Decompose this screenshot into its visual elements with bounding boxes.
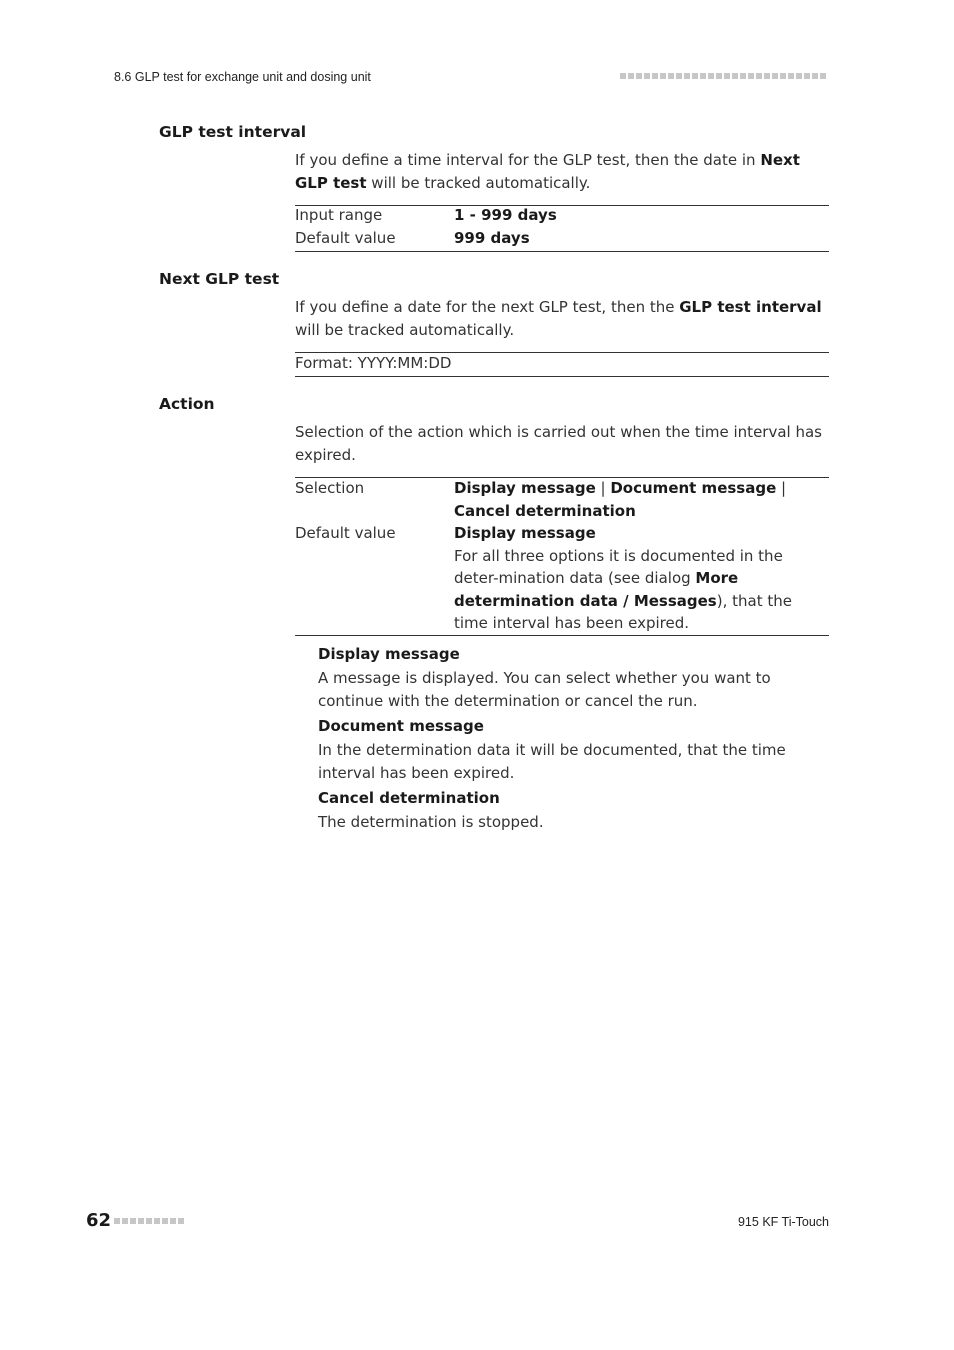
input-range-label: Input range (295, 206, 383, 224)
decorative-square (652, 73, 658, 79)
decorative-square (804, 73, 810, 79)
option-document-message-description: In the determination data it will be documented, that the time interval has been expired. (318, 741, 786, 782)
decorative-square (724, 73, 730, 79)
table-rule (295, 635, 829, 636)
decorative-square (130, 1218, 136, 1224)
decorative-square (628, 73, 634, 79)
option-cancel-determination-description: The determination is stopped. (318, 813, 544, 831)
decorative-square (764, 73, 770, 79)
decorative-square (708, 73, 714, 79)
decorative-square (820, 73, 826, 79)
decorative-square (716, 73, 722, 79)
decorative-square (812, 73, 818, 79)
decorative-square (660, 73, 666, 79)
footer-dot-bar (114, 1218, 184, 1224)
action-heading: Action (159, 395, 215, 413)
decorative-square (700, 73, 706, 79)
table-rule (295, 376, 829, 377)
decorative-square (154, 1218, 160, 1224)
action-default-value: Display message For all three options it is documented in the deter-mination data (see dialog More determination data / Messages), that the time interval has been expired. (454, 524, 792, 632)
decorative-square (676, 73, 682, 79)
decorative-square (668, 73, 674, 79)
selection-options: Display message | Document message | Cancel determination (454, 479, 787, 520)
default-value-value: 999 days (454, 229, 530, 247)
decorative-square (780, 73, 786, 79)
decorative-square (644, 73, 650, 79)
next-glp-test-heading: Next GLP test (159, 270, 280, 288)
option-cancel-determination-title: Cancel determination (318, 789, 500, 807)
decorative-square (756, 73, 762, 79)
decorative-square (178, 1218, 184, 1224)
decorative-square (692, 73, 698, 79)
decorative-square (772, 73, 778, 79)
decorative-square (636, 73, 642, 79)
decorative-square (162, 1218, 168, 1224)
action-description: Selection of the action which is carried out when the time interval has expired. (295, 423, 822, 464)
decorative-square (788, 73, 794, 79)
decorative-square (732, 73, 738, 79)
running-header: 8.6 GLP test for exchange unit and dosing unit (114, 70, 371, 84)
selection-label: Selection (295, 479, 365, 497)
default-value-label: Default value (295, 229, 396, 247)
decorative-square (620, 73, 626, 79)
table-rule (295, 251, 829, 252)
decorative-square (748, 73, 754, 79)
decorative-square (684, 73, 690, 79)
decorative-square (740, 73, 746, 79)
decorative-square (170, 1218, 176, 1224)
glp-test-interval-heading: GLP test interval (159, 123, 307, 141)
decorative-square (122, 1218, 128, 1224)
date-format: Format: YYYY:MM:DD (295, 354, 452, 372)
decorative-square (146, 1218, 152, 1224)
glp-test-interval-description: If you define a time interval for the GLP test, then the date in Next GLP test will be tracked automatically. (295, 151, 800, 192)
header-dot-bar (620, 73, 826, 79)
action-default-label: Default value (295, 524, 396, 542)
product-name: 915 KF Ti-Touch (737, 1215, 829, 1229)
decorative-square (138, 1218, 144, 1224)
next-glp-test-description: If you define a date for the next GLP test, then the GLP test interval will be tracked automatically. (295, 298, 822, 339)
option-display-message-description: A message is displayed. You can select whether you want to continue with the determination or cancel the run. (318, 669, 771, 710)
option-document-message-title: Document message (318, 717, 484, 735)
page-number: 62 (86, 1210, 112, 1231)
decorative-square (796, 73, 802, 79)
decorative-square (114, 1218, 120, 1224)
option-display-message-title: Display message (318, 645, 460, 663)
input-range-value: 1 - 999 days (454, 206, 557, 224)
